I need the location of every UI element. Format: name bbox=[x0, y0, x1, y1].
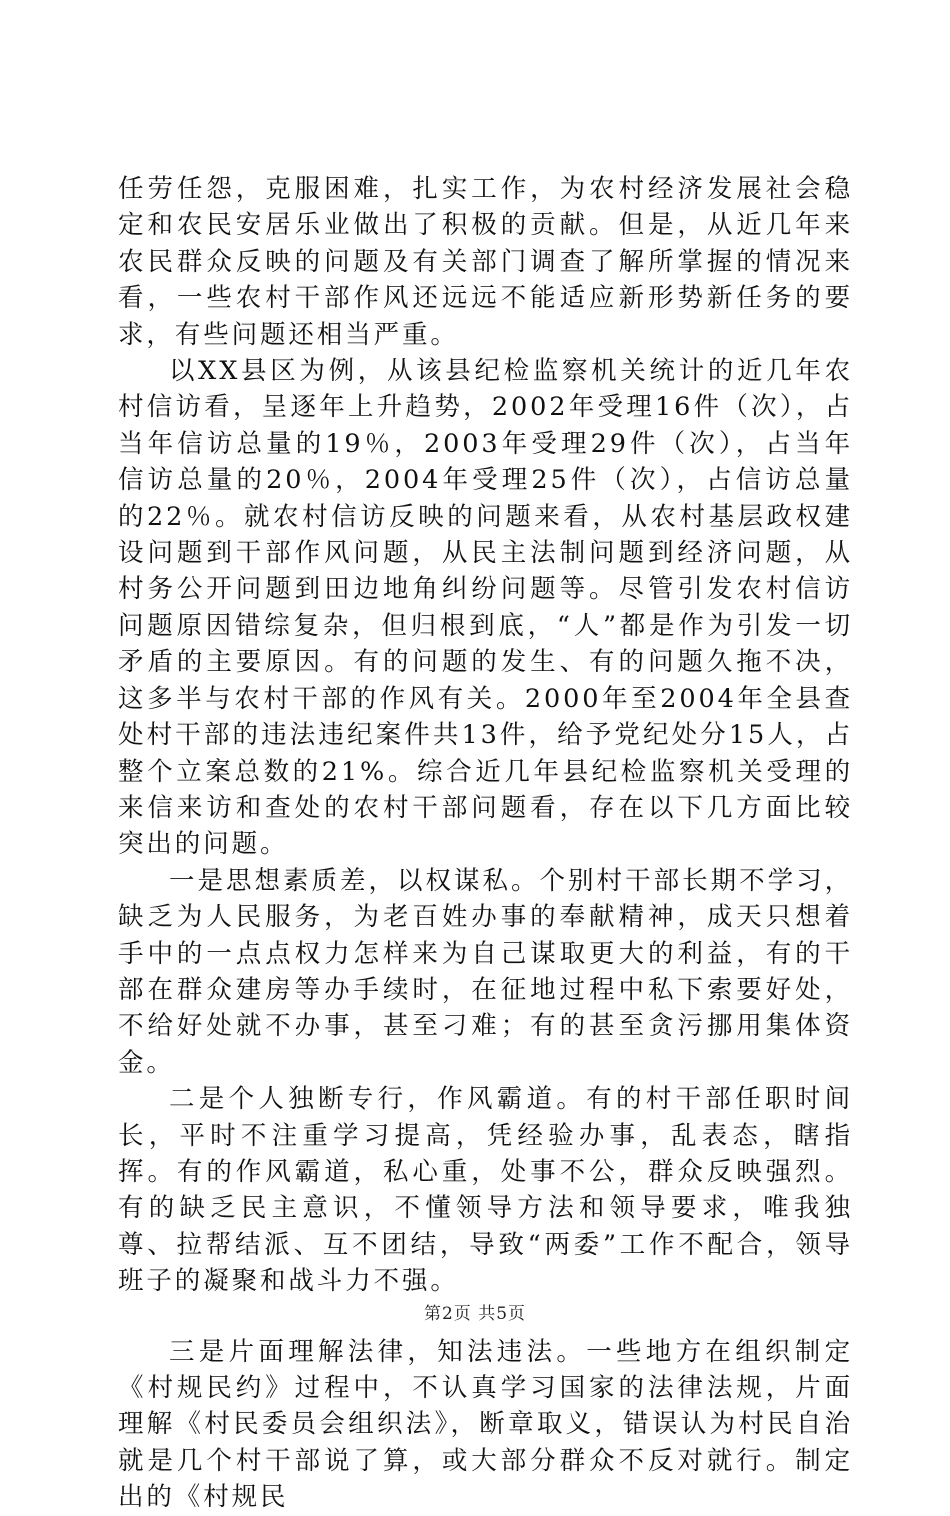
paragraph-continuation: 任劳任怨，克服困难，扎实工作，为农村经济发展社会稳定和农民安居乐业做出了积极的贡献。但是，从近几年来农民群众反映的问题及有关部门调查了解所掌握的情况来看，一些农村干部作风还远远不能适应新形势新任务的要求，有些问题还相当严重。 bbox=[118, 174, 853, 350]
paragraph-petition-statistics: 以XX县区为例，从该县纪检监察机关统计的近几年农村信访看，呈逐年上升趋势，2002年受理16件（次），占当年信访总量的19％，2003年受理29件（次），占当年信访总量的20％，2004年受理25件（次），占信访总量的22％。就农村信访反映的问题来看，从农村基层政权建设问题到干部作风问题，从民主法制问题到经济问题，从村务公开问题到田边地角纠纷问题等。尽管引发农村信访问题原因错综复杂，但归根到底，“人”都是作为引发一切矛盾的主要原因。有的问题的发生、有的问题久拖不决，这多半与农村干部的作风有关。2000年至2004年全县查处村干部的违法违纪案件共13件，给予党纪处分15人，占整个立案总数的21%。综合近几年县纪检监察机关受理的来信来访和查处的农村干部问题看，存在以下几方面比较突出的问题。 bbox=[118, 356, 853, 860]
paragraph-issue-three: 三是片面理解法律，知法违法。一些地方在组织制定《村规民约》过程中，不认真学习国家的法律法规，片面理解《村民委员会组织法》，断章取义，错误认为村民自治就是几个村干部说了算，或大部分群众不反对就行。制定出的《村规民 bbox=[118, 1336, 853, 1513]
paragraph-issue-two: 二是个人独断专行，作风霸道。有的村干部任职时间长，平时不注重学习提高，凭经验办事，乱表态，瞎指挥。有的作风霸道，私心重，处事不公，群众反映强烈。有的缺乏民主意识，不懂领导方法和领导要求，唯我独尊、拉帮结派、互不团结，导致“两委”工作不配合，领导班子的凝聚和战斗力不强。 bbox=[118, 1084, 853, 1297]
page-number-footer: 第2页 共5页 bbox=[423, 1304, 527, 1324]
paragraph-issue-one: 一是思想素质差，以权谋私。个别村干部长期不学习，缺乏为人民服务，为老百姓办事的奉献精神，成天只想着手中的一点点权力怎样来为自己谋取更大的利益，有的干部在群众建房等办手续时，在征地过程中私下索要好处，不给好处就不办事，甚至刁难；有的甚至贪污挪用集体资金。 bbox=[118, 865, 853, 1078]
